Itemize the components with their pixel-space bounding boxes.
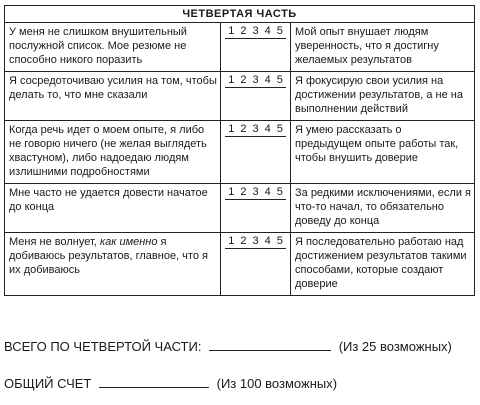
scale-option[interactable]: 2 <box>240 74 247 86</box>
scale-option[interactable]: 4 <box>264 235 271 247</box>
part-total-label: ВСЕГО ПО ЧЕТВЕРТОЙ ЧАСТИ: <box>4 339 202 354</box>
table-row <box>5 23 475 72</box>
right-statement: За редкими исключениями, если я что-то начал, то обязательно доведу до конца <box>291 184 475 233</box>
table-row <box>5 72 475 121</box>
left-statement-text: Меня не волнует, <box>9 236 100 248</box>
rating-scale[interactable] <box>221 184 291 233</box>
grand-total-blank[interactable] <box>99 377 209 388</box>
scale-option[interactable]: 5 <box>276 123 283 135</box>
rating-scale[interactable] <box>221 121 291 184</box>
scale-option[interactable]: 4 <box>264 123 271 135</box>
grand-total-label: ОБЩИЙ СЧЕТ <box>4 376 92 391</box>
right-statement: Я последовательно работаю над достижением результатов такими способами, которые создают доверие <box>291 233 475 296</box>
right-statement: Я фокусирую свои усилия на достижении результатов, а не на выполнении действий <box>291 72 475 121</box>
emphasized-text: как именно <box>99 236 158 248</box>
rating-scale[interactable] <box>221 23 291 72</box>
scale-option[interactable]: 3 <box>252 25 259 37</box>
scale-option[interactable]: 5 <box>276 235 283 247</box>
grand-total-note: (Из 100 возможных) <box>216 376 338 391</box>
scale-option[interactable]: 3 <box>252 186 259 198</box>
part-total-line <box>4 339 452 354</box>
scale-option[interactable]: 2 <box>240 123 247 135</box>
right-statement: Я умею рассказать о предыдущем опыте работы так, чтобы внушить доверие <box>291 121 475 184</box>
scale-option[interactable]: 4 <box>264 74 271 86</box>
right-statement: Мой опыт внушает людям уверенность, что я достигну желаемых результатов <box>291 23 475 72</box>
scale-option[interactable]: 4 <box>264 186 271 198</box>
questionnaire-part-four <box>4 5 474 296</box>
scale-option[interactable]: 3 <box>252 123 259 135</box>
left-statement: У меня не слишком внушительный послужной список. Мое резюме не способно никого поразить <box>5 23 221 72</box>
scale-option[interactable]: 2 <box>240 186 247 198</box>
scale-option[interactable]: 1 <box>228 186 235 198</box>
part-title: ЧЕТВЕРТАЯ ЧАСТЬ <box>5 6 475 23</box>
left-statement: Мне часто не удается довести начатое до конца <box>5 184 221 233</box>
scale-option[interactable]: 2 <box>240 25 247 37</box>
left-statement: Я сосредоточиваю усилия на том, чтобы делать то, что мне сказали <box>5 72 221 121</box>
scale-option[interactable]: 1 <box>228 235 235 247</box>
grand-total-line <box>4 376 337 391</box>
left-statement <box>5 233 221 296</box>
scale-option[interactable]: 1 <box>228 25 235 37</box>
scale-option[interactable]: 4 <box>264 25 271 37</box>
scale-option[interactable]: 1 <box>228 74 235 86</box>
scale-option[interactable]: 2 <box>240 235 247 247</box>
scale-option[interactable]: 3 <box>252 74 259 86</box>
rating-scale[interactable] <box>221 72 291 121</box>
self-assessment-table <box>4 5 475 296</box>
scale-option[interactable]: 5 <box>276 186 283 198</box>
table-row <box>5 233 475 296</box>
table-row <box>5 184 475 233</box>
scale-option[interactable]: 1 <box>228 123 235 135</box>
scale-option[interactable]: 5 <box>276 25 283 37</box>
part-total-blank[interactable] <box>209 340 331 351</box>
rating-scale[interactable] <box>221 233 291 296</box>
part-total-note: (Из 25 возможных) <box>338 339 452 354</box>
left-statement-text: я добиваюсь результатов, главное, что я их добиваюсь <box>9 236 208 276</box>
scale-option[interactable]: 5 <box>276 74 283 86</box>
table-row <box>5 121 475 184</box>
scale-option[interactable]: 3 <box>252 235 259 247</box>
left-statement: Когда речь идет о моем опыте, я либо не говорю ничего (не желая выглядеть хвастуном), либо надоедаю людям излишними подробностями <box>5 121 221 184</box>
